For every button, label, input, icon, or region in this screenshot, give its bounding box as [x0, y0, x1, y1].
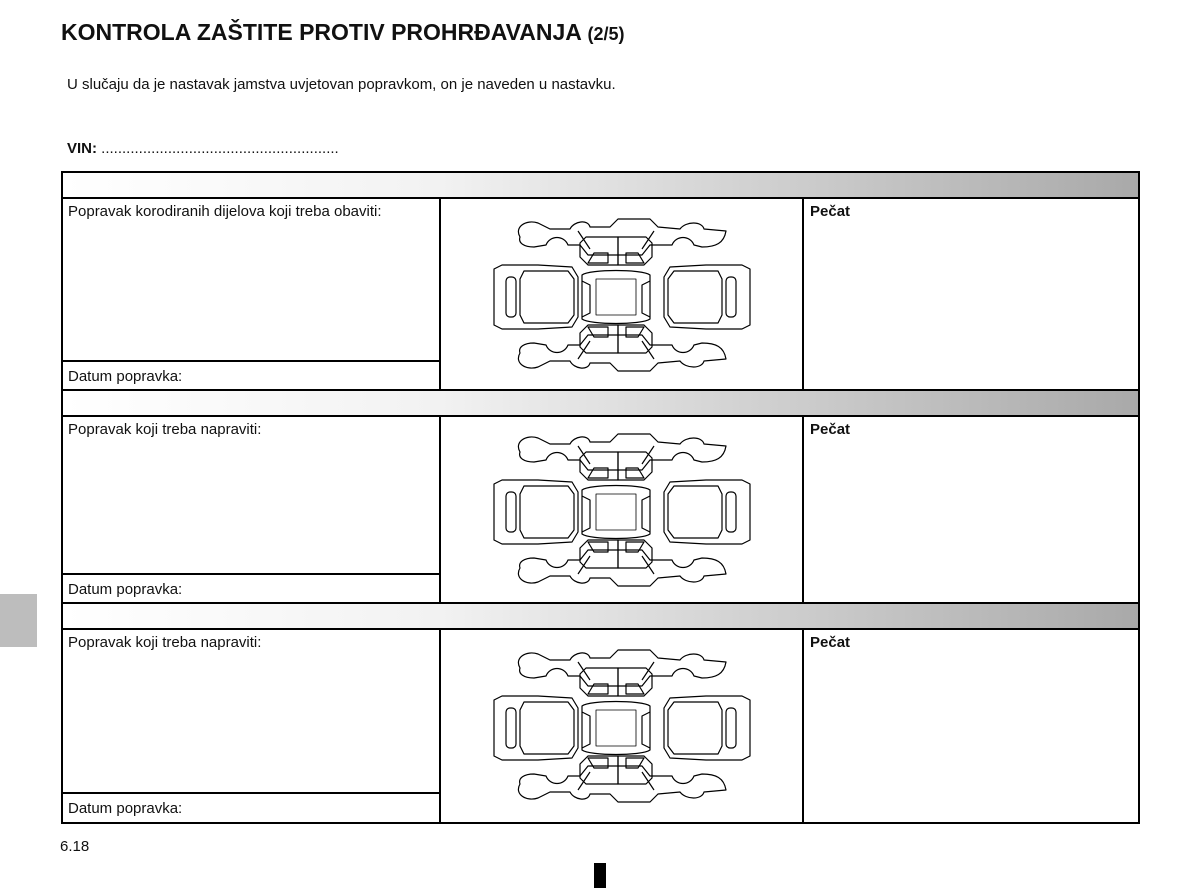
repair-block-3 [61, 602, 1140, 824]
car-body-layout-icon[interactable] [490, 215, 754, 375]
stamp-field[interactable] [804, 417, 1138, 603]
repair-block-2 [61, 389, 1140, 605]
repair-field[interactable] [63, 199, 439, 360]
block-header-bar [63, 391, 1138, 417]
repair-text-column [63, 417, 441, 603]
repair-text-column [63, 199, 441, 390]
page-number: 6.18 [60, 838, 90, 855]
repair-date-label: Datum popravka: [68, 368, 183, 385]
repair-text-column [63, 630, 441, 822]
car-diagram-cell [441, 630, 804, 822]
repair-label: Popravak koji treba napraviti: [68, 421, 262, 438]
stamp-field[interactable] [804, 630, 1138, 822]
vin-label: VIN: [67, 140, 97, 157]
repair-field[interactable] [63, 630, 439, 792]
car-body-layout-icon[interactable] [490, 646, 754, 806]
page-title-text: KONTROLA ZAŠTITE PROTIV PROHRĐAVANJA [61, 19, 582, 45]
repair-block-1 [61, 171, 1140, 392]
repair-date-label: Datum popravka: [68, 581, 183, 598]
repair-label: Popravak korodiranih dijelova koji treba obaviti: [68, 203, 382, 220]
repair-date-field[interactable] [63, 573, 439, 603]
intro-text: U slučaju da je nastavak jamstva uvjetovan popravkom, on je naveden u nastavku. [67, 76, 616, 93]
vin-field[interactable]: ......................................................... [101, 140, 339, 157]
repair-date-label: Datum popravka: [68, 800, 183, 817]
repair-date-field[interactable] [63, 792, 439, 822]
car-diagram-cell [441, 417, 804, 603]
car-diagram-cell [441, 199, 804, 390]
page-title [61, 19, 624, 46]
stamp-label: Pečat [810, 634, 851, 651]
stamp-field[interactable] [804, 199, 1138, 390]
chapter-tab [0, 594, 37, 647]
stamp-label: Pečat [810, 421, 851, 438]
stamp-label: Pečat [810, 203, 851, 220]
car-body-layout-icon[interactable] [490, 430, 754, 590]
page-title-suffix: (2/5) [587, 24, 625, 44]
block-header-bar [63, 604, 1138, 630]
block-header-bar [63, 173, 1138, 199]
repair-date-field[interactable] [63, 360, 439, 390]
print-mark [594, 863, 606, 888]
repair-field[interactable] [63, 417, 439, 573]
repair-label: Popravak koji treba napraviti: [68, 634, 262, 651]
vin-line [67, 140, 339, 157]
